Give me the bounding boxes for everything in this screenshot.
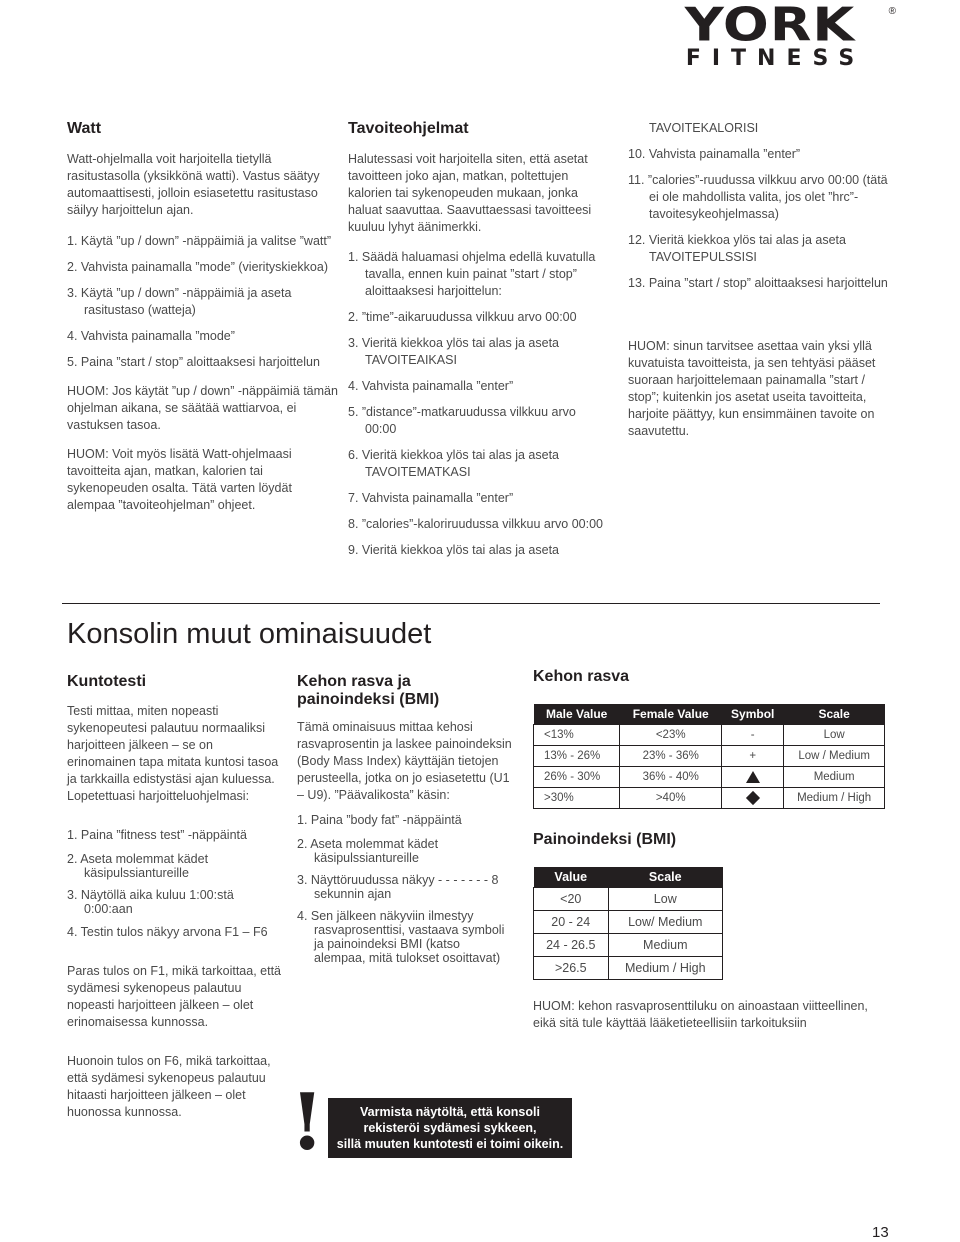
watt-title: Watt xyxy=(67,120,102,137)
logo-york-text: YORK xyxy=(684,0,856,52)
body-fat-table xyxy=(533,704,885,809)
bmi-value: 20 - 24 xyxy=(534,911,609,934)
table-row xyxy=(534,767,885,788)
bmi-scale: Medium xyxy=(608,934,722,957)
warning-line: rekisteröi sydämesi sykkeen, xyxy=(363,1121,537,1135)
male-value: >30% xyxy=(534,788,620,809)
tavoite-step: 4. Vahvista painamalla ”enter” xyxy=(348,379,514,393)
watt-step: 1. Käytä ”up / down” -näppäimiä ja valitse ”watt” xyxy=(67,234,332,248)
kuntotesti-steps xyxy=(67,827,282,941)
watt-step: 3. Käytä ”up / down” -näppäimiä ja aseta rasitustaso (watteja) xyxy=(67,286,292,317)
col-header-scale: Scale xyxy=(608,867,722,888)
kuntotesti-step: 3. Näytöllä aika kuluu 1:00:stä 0:00:aan xyxy=(67,888,234,916)
female-value: 36% - 40% xyxy=(620,767,722,788)
tavoite-step: 1. Säädä haluamasi ohjelma edellä kuvatulla tavalla, ennen kuin painat ”start / stop” aloittaaksesi harjoittelun: xyxy=(348,250,596,298)
scale: Medium xyxy=(784,767,885,788)
col-header-male: Male Value xyxy=(534,704,620,725)
table-row xyxy=(534,788,885,809)
kuntotesti-step: 1. Paina ”fitness test” -näppäintä xyxy=(67,828,247,842)
tavoite-step: 2. ”time”-aikaruudussa vilkkuu arvo 00:00 xyxy=(348,310,577,324)
male-value: 13% - 26% xyxy=(534,746,620,767)
warning-box xyxy=(328,1098,572,1158)
section-divider xyxy=(62,603,880,604)
table-row xyxy=(534,957,723,980)
tavoite-cont-step: 13. Paina ”start / stop” aloittaaksesi harjoittelun xyxy=(628,276,888,290)
kuntotesti-step: 4. Testin tulos näkyy arvona F1 – F6 xyxy=(67,925,268,939)
bmi-note: HUOM: kehon rasvaprosenttiluku on ainoastaan viitteellinen, eikä sitä tule käyttää lääketieteellisiin tarkoituksiin xyxy=(533,999,868,1030)
kuntotesti-section xyxy=(67,673,282,1121)
watt-note: HUOM: Voit myös lisätä Watt-ohjelmaasi tavoitteita ajan, matkan, kalorien tai sykenopeuden osalta. Tätä varten löydät alempaa ”tavoiteohjelman” ohjeet. xyxy=(67,447,292,512)
col-header-symbol: Symbol xyxy=(722,704,784,725)
kuntotesti-worst-result: Huonoin tulos on F6, mikä tarkoittaa, että sydämesi sykenopeus palautuu hitaasti harjoitteen jälkeen – olet huonossa kunnossa. xyxy=(67,1054,271,1119)
symbol: - xyxy=(722,725,784,746)
table-row xyxy=(534,888,723,911)
bmi-step: 3. Näyttöruudussa näkyy - - - - - - - 8 sekunnin ajan xyxy=(297,873,499,901)
tavoite-step: 8. ”calories”-kaloriruudussa vilkkuu arvo 00:00 xyxy=(348,517,603,531)
male-value: <13% xyxy=(534,725,620,746)
scale: Low / Medium xyxy=(784,746,885,767)
bmi-header-row xyxy=(534,867,723,888)
exclamation-icon: ! xyxy=(290,1077,325,1168)
symbol: + xyxy=(722,746,784,767)
bmi-value: >26.5 xyxy=(534,957,609,980)
table-row xyxy=(534,746,885,767)
kuntotesti-best-result: Paras tulos on F1, mikä tarkoittaa, että sydämesi sykenopeus palautuu nopeasti harjoitteen jälkeen – olet erinomaisessa kunnossa. xyxy=(67,964,281,1029)
watt-note: HUOM: Jos käytät ”up / down” -näppäimiä tämän ohjelman aikana, se säätää wattiarvoa, ei vastuksen tasoa. xyxy=(67,384,338,432)
tavoite-step: 5. ”distance”-matkaruudussa vilkkuu arvo 00:00 xyxy=(348,405,576,436)
page-number: 13 xyxy=(872,1224,889,1241)
bmi-value: <20 xyxy=(534,888,609,911)
diamond-icon xyxy=(746,791,760,805)
bmi-intro: Tämä ominaisuus mittaa kehosi rasvaprosentin ja laskee painoindeksin (Body Mass Index) käyttäjän tietojen perusteella, jotka on jo esiasetettu (U1 – U9). ”Päävalikosta” käsin: xyxy=(297,720,512,802)
tavoite-step: 3. Vieritä kiekkoa ylös tai alas ja aseta TAVOITEAIKASI xyxy=(348,336,559,367)
bmi-scale: Medium / High xyxy=(608,957,722,980)
tavoite-step: 9. Vieritä kiekkoa ylös tai alas ja aseta xyxy=(348,543,559,557)
body-fat-section xyxy=(533,668,893,1032)
body-fat-header-row xyxy=(534,704,885,725)
watt-intro: Watt-ohjelmalla voit harjoitella tietyllä rasitustasolla (yksikkönä watti). Vastus säätyy automaattisesti, jolloin esiasetettu rasitustaso säilyy harjoittelun ajan. xyxy=(67,152,320,217)
female-value: >40% xyxy=(620,788,722,809)
bmi-steps xyxy=(297,812,512,965)
section-title: Konsolin muut ominaisuudet xyxy=(67,618,432,650)
tavoite-continued xyxy=(628,120,898,440)
col-header-value: Value xyxy=(534,867,609,888)
tavoite-cont-heading: TAVOITEKALORISI xyxy=(649,121,759,135)
triangle-icon xyxy=(746,771,760,783)
logo-registered-mark: ® xyxy=(888,6,896,17)
bmi-scale: Low/ Medium xyxy=(608,911,722,934)
bmi-step: 1. Paina ”body fat” -näppäintä xyxy=(297,813,462,827)
bmi-value: 24 - 26.5 xyxy=(534,934,609,957)
watt-step: 2. Vahvista painamalla ”mode” (vierityskiekkoa) xyxy=(67,260,328,274)
body-fat-title: Kehon rasva xyxy=(533,668,630,685)
col-header-female: Female Value xyxy=(620,704,722,725)
bmi-step: 2. Aseta molemmat kädet käsipulssiantureille xyxy=(297,837,439,865)
tavoite-cont-step: 11. ”calories”-ruudussa vilkkuu arvo 00:00 (tätä ei ole mahdollista valita, jos olet ”hrc”-tavoitesykeohjelmassa) xyxy=(628,173,888,221)
bmi-step: 4. Sen jälkeen näkyviin ilmestyy rasvaprosenttisi, vastaava symboli ja painoindeksi BMI (katso alempaa, mitä tulokset osoittavat) xyxy=(297,909,505,965)
symbol xyxy=(722,767,784,788)
watt-section xyxy=(67,120,342,514)
bmi-title: Kehon rasva ja painoindeksi (BMI) xyxy=(297,673,440,708)
female-value: <23% xyxy=(620,725,722,746)
bmi-scale: Low xyxy=(608,888,722,911)
table-row xyxy=(534,934,723,957)
tavoite-title: Tavoiteohjelmat xyxy=(348,120,469,137)
logo-fitness-text: FITNESS xyxy=(685,46,866,71)
bmi-table xyxy=(533,867,723,980)
bmi-section xyxy=(297,673,512,965)
scale: Low xyxy=(784,725,885,746)
table-row xyxy=(534,911,723,934)
female-value: 23% - 36% xyxy=(620,746,722,767)
kuntotesti-step: 2. Aseta molemmat kädet käsipulssiantureille xyxy=(67,852,209,880)
warning-line: sillä muuten kuntotesti ei toimi oikein. xyxy=(336,1137,564,1151)
symbol xyxy=(722,788,784,809)
tavoite-cont-note: HUOM: sinun tarvitsee asettaa vain yksi yllä kuvatuista tavoitteista, ja sen tehtyäsi pääset suoraan harjoittelemaan painamalla ”start / stop”; kuitenkin jos asetat useita tavoitteita, harjoite päättyy, kun ensimmäinen tavoite on saavutettu. xyxy=(628,339,876,438)
york-fitness-logo xyxy=(654,0,896,71)
watt-step: 5. Paina ”start / stop” aloittaaksesi harjoittelun xyxy=(67,355,320,369)
tavoite-section xyxy=(348,120,610,559)
bmi-table-title: Painoindeksi (BMI) xyxy=(533,831,677,848)
watt-step: 4. Vahvista painamalla ”mode” xyxy=(67,329,235,343)
tavoite-step: 6. Vieritä kiekkoa ylös tai alas ja aseta TAVOITEMATKASI xyxy=(348,448,559,479)
tavoite-intro: Halutessasi voit harjoitella siten, että asetat tavoitteen joko ajan, matkan, poltettujen kalorien tai sykenopeuden mukaan, jonka haluat saavuttaa. Saavuttaessasi tavoitteesi kuuluu lyhyt äänimerkki. xyxy=(348,152,592,234)
kuntotesti-intro: Testi mittaa, miten nopeasti sykenopeutesi palautuu normaaliksi harjoitteen jälkeen – se on erinomainen tapa mitata kuntosi tasoa ja tarkkailla edistystäsi ajan kuluessa. Lopetettuasi harjoitteluohjelmasi: xyxy=(67,704,279,803)
kuntotesti-title: Kuntotesti xyxy=(67,673,147,690)
male-value: 26% - 30% xyxy=(534,767,620,788)
col-header-scale: Scale xyxy=(784,704,885,725)
scale: Medium / High xyxy=(784,788,885,809)
warning-line: Varmista näytöltä, että konsoli xyxy=(360,1105,540,1119)
tavoite-cont-step: 12. Vieritä kiekkoa ylös tai alas ja aseta TAVOITEPULSSISI xyxy=(628,233,846,264)
table-row xyxy=(534,725,885,746)
tavoite-step: 7. Vahvista painamalla ”enter” xyxy=(348,491,514,505)
tavoite-cont-step: 10. Vahvista painamalla ”enter” xyxy=(628,147,801,161)
